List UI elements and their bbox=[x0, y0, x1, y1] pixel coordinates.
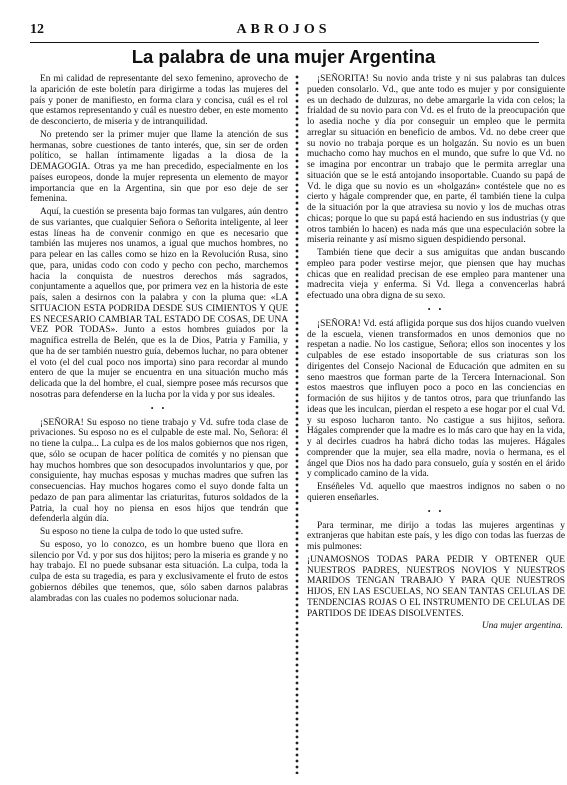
paragraph-union: Aquí, la cuestión se presenta bajo formas tan vulgares, aún dentro de sus variantes, que cualquier Señora o Señorita inteligente, al leer estas líneas ha de convenir conmigo en que es necesario que también las mujeres nos unamos, a igual que muchos hombres, no para pelear en las calles como se hizo en la Revolución Rusa, sino que, para, unidas codo con codo y pecho con pecho, marchemos hacia la conquista de nuestros derechos más sagrados, conjuntamente a aquellos que, por primera vez en la historia de este país, salen a desirnos con la palabra y con la pluma que: «LA SITUACION ESTA PODRIDA DESDE SUS CIMIENTOS Y QUE ES NECESARIO CAMBIAR TAL ESTADO DE COSAS, DE UNA VEZ POR TODAS». Junto a estos hombres guiados por la magnífica estrella de Belén, que es la de Dios, Patria y Familia, y que ha de ser también nuestro guía, debemos luchar, no para obtener el voto (el del cual poco nos importa) sino para recordar al mundo entero de que la mujer se encuentra en una situación mucho más delicada que la del hombre, el cual, siempre posee más recursos que nosotras para defenderse en la lucha por la vida y por sus ideales. bbox=[30, 207, 288, 400]
page-number: 12 bbox=[30, 22, 44, 37]
paragraph-intro: En mi calidad de representante del sexo femenino, aprovecho de la aparición de este boletín para dirigirme a todas las mujeres del país y poner de manifiesto, en forma clara y concisa, cuál es el rol que estamos representando y cuál es nuestro deber, en este momento de desconcierto, de miseria y de intranquilidad. bbox=[30, 74, 288, 127]
paragraph-demagogia: No pretendo ser la primer mujer que llame la atención de sus hermanas, sobre cuestiones de tanto interés, que, sin ser de orden político, se hallan íntimamente ligadas a la diosa de la DEMAGOGIA. Otras ya me han precedido, especialmente en los países europeos, donde la mujer representa un elemento de mayor importancia que en la Argentina, sin que por eso deje de ser femenina. bbox=[30, 129, 288, 205]
left-column bbox=[30, 74, 288, 606]
paragraph-amiguitas: También tiene que decir a sus amiguitas que andan buscando empleo para poder vestirse mejor, que piensen que hay muchas chicas que en realidad precisan de ese empleo para mantener una madrecita vieja y enferma. Si Vd. llega a convencerlas habrá efectuado una obra digna de su sexo. bbox=[307, 248, 565, 301]
paragraph-senora-hijos: ¡SEÑORA! Vd. está afligida porque sus dos hijos cuando vuelven de la escuela, vienen transformados en unos demonios que no respetan a nadie. No los castigue, Señora; ellos son inocentes y los culpables de ese estado insoportable de sus criaturas son los dirigentes del Consejo Nacional de Educación que admiten en su seno maestros que forman parte de la Tercera Internacional. Son estos maestros que influyen poco a poco en las conciencias en formación de sus hijitos y de tantos otros, para que triunfando las ideas que les inculcan, pierdan el respeto a ese hogar por el cual Vd. y su esposo lucharon tanto. No castigue a sus hijitos, señora. Hágales comprender que la madre es lo más caro que hay en la vida, y al decirles cuadros ha habrá dicho todas las mujeres. Hágales comprender que la mujer, sea ella madre, novia o hermana, es el ángel que Dios nos ha dado para consuelo, guía y sostén en el árido y complicado camino de la vida. bbox=[307, 318, 565, 480]
article-title: La palabra de una mujer Argentina bbox=[131, 46, 436, 67]
header-rule bbox=[30, 42, 539, 43]
paragraph-senora-esposo: ¡SEÑORA! Su esposo no tiene trabajo y Vd. sufre toda clase de privaciones. Su esposo no es el culpable de este mal. No, Señora: él no tiene la culpa... La culpa es de los malos gobiernos que nos rigen, que, sólo se ocupan de hacer política de comités y no piensan que hay muchos hombres que son desocupados involuntarios y que, por consiguiente, hay muchas esposas y muchas madres que sufren las consecuencias. Hay muchos hogares como el suyo donde falta un pedazo de pan para alimentar las criaturitas, futuros soldados de la Patria, la cual hoy no piensa en esos hijos que tendrán que defenderla algún día. bbox=[30, 417, 288, 525]
signature: Una mujer argentina. bbox=[481, 621, 563, 632]
paragraph-conclusion: Para terminar, me dirijo a todas las mujeres argentinas y extranjeras que habitan este país, y les digo con todas las fuerzas de mis pulmones: bbox=[307, 520, 565, 552]
section-separator: • • bbox=[427, 506, 445, 516]
paragraph-hombre-bueno: Su esposo, yo lo conozco, es un hombre bueno que llora en silencio por Vd. y por sus dos hijitos; pero la miseria es grande y no hay trabajo. El no puede subsanar esta situación. La culpa, toda la culpa de esta su tragedia, es para y exclusivamente el fruto de estos gobiernos débiles que tenemos, que, sólo saben darnos palabras alambradas con las cuales no podemos solucionar nada. bbox=[30, 539, 288, 604]
paragraph-senorita: ¡SEÑORITA! Su novio anda triste y ni sus palabras tan dulces pueden consolarlo. Vd., que ante todo es mujer y por consiguiente es un dechado de dulzuras, no debe amargarle la vida con celos; la frialdad de su novio para con Vd. es el fruto de la preocupación que lo asedia noche y día por conseguir un empleo que le permita arreglar su situación en beneficio de ambos. Vd. no debe creer que su novio no trabaja porque es un holgazán. Su novio es un buen muchacho como hay muchos en el mundo, que sufre lo que Vd. no se imagina por encontrar un trabajo que le permita arreglar una situación que se le está antojando insoportable. Cuando su papá de Vd. le diga que su novio es un «holgazán» contéstele que no es cierto y hágale comprender que, en parte, él también tiene la culpa de la situación por la que atraviesa su novio y los de muchas otras chicas; porque lo que su papá está haciendo en sus industrias (y que otros también lo hacen) es nada más que una especulación sobre la miseria reinante y así mismo siguen despidiendo personal. bbox=[307, 74, 565, 246]
paragraph-culpa: Su esposo no tiene la culpa de todo lo que usted sufre. bbox=[40, 527, 244, 537]
column-divider bbox=[294, 74, 300, 774]
publication-name: ABROJOS bbox=[236, 22, 331, 37]
right-column bbox=[307, 74, 565, 632]
section-separator: • • bbox=[150, 403, 168, 413]
paragraph-ensenanza: Enséñeles Vd. aquello que maestros indignos no saben o no quieren enseñarles. bbox=[307, 482, 565, 503]
section-separator: • • bbox=[427, 304, 445, 314]
paragraph-proclamation: ¡UNAMOSNOS TODAS PARA PEDIR Y OBTENER QUE NUESTROS PADRES, NUESTROS NOVIOS Y NUESTROS MARIDOS TENGAN TRABAJO Y PARA QUE NUESTROS HIJOS, EN LAS ESCUELAS, NO SEAN TANTAS CELULAS DE TENDENCIAS ROJAS O EL INSTRUMENTO DE CELULAS DE PARTIDOS DE IDEAS DISOLVENTES. bbox=[307, 554, 565, 619]
